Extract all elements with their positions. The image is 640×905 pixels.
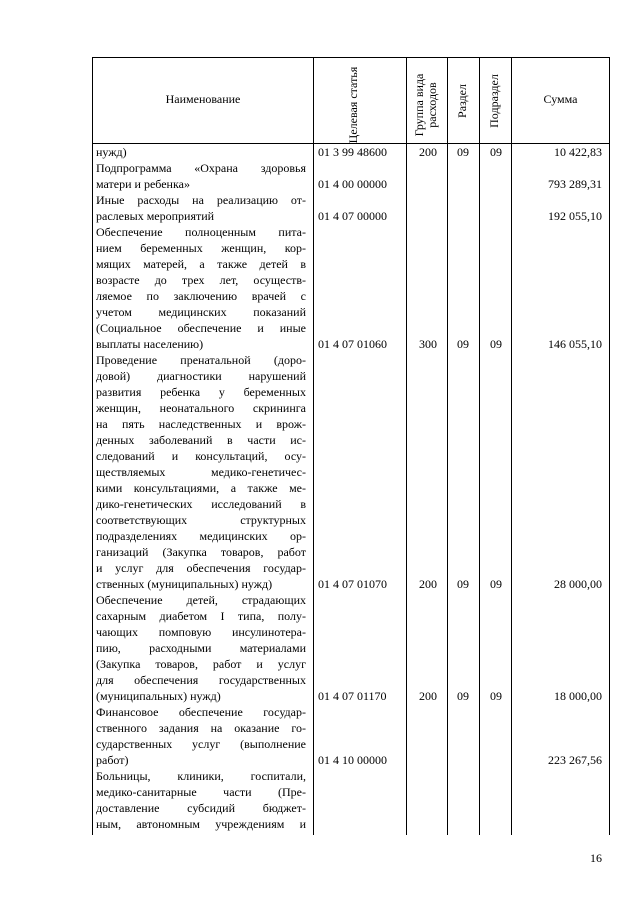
description-line: женщин, неонатального скрининга [96, 401, 306, 415]
row-code: 01 3 99 48600 [318, 145, 387, 159]
description-line: доставление субсидий бюджет- [96, 801, 306, 815]
row-code: 01 4 07 01060 [318, 337, 387, 351]
col-border-subsection [511, 57, 512, 835]
description-line: сударственных услуг (выполнение [96, 737, 306, 751]
row-section: 09 [457, 145, 469, 159]
header-expense-group: Группа вида расходов [412, 73, 439, 137]
description-line: Обеспечение полноценным пита- [96, 225, 306, 239]
row-section: 09 [457, 577, 469, 591]
row-subsection: 09 [490, 689, 502, 703]
header-section: Раздел [455, 84, 469, 118]
row-expense-group: 200 [419, 145, 437, 159]
description-line: Иные расходы на реализацию от- [96, 193, 306, 207]
row-section: 09 [457, 337, 469, 351]
row-code: 01 4 10 00000 [318, 753, 387, 767]
description-line: (Социальное обеспечение и иные [96, 321, 306, 335]
description-line: чающих помповую инсулинотера- [96, 625, 306, 639]
description-line: выплаты населению) [96, 337, 204, 351]
description-line: ганизаций (Закупка товаров, работ [96, 545, 306, 559]
header-amount: Сумма [543, 92, 578, 106]
description-line: нужд) [96, 145, 127, 159]
description-line: ственного задания на оказание го- [96, 721, 306, 735]
row-amount: 146 055,10 [548, 337, 602, 351]
description-line: Подпрограмма «Охрана здоровья [96, 161, 306, 175]
row-expense-group: 200 [419, 577, 437, 591]
col-border-right [609, 57, 610, 835]
description-line: ществляемых медико-генетичес- [96, 465, 306, 479]
description-line: Проведение пренатальной (доро- [96, 353, 306, 367]
header-name: Наименование [165, 92, 241, 106]
description-line: соответствующих структурных [96, 513, 306, 527]
description-line: работ) [96, 753, 129, 767]
description-line: ляемое по заключению врачей с [96, 289, 306, 303]
col-border-group [447, 57, 448, 835]
description-line: мящих матерей, а также детей в [96, 257, 306, 271]
description-column [96, 144, 306, 832]
description-line: медико-санитарные части (Пре- [96, 785, 306, 799]
description-line: развития ребенка у беременных [96, 385, 306, 399]
row-amount: 10 422,83 [554, 145, 602, 159]
col-border-target [406, 57, 407, 835]
row-subsection: 09 [490, 577, 502, 591]
description-line: и услуг для обеспечения государ- [96, 561, 306, 575]
row-subsection: 09 [490, 145, 502, 159]
row-expense-group: 200 [419, 689, 437, 703]
description-line: денных заболеваний в части ис- [96, 433, 306, 447]
description-line: пию, расходными материалами [96, 641, 306, 655]
description-line: (муниципальных) нужд) [96, 689, 221, 703]
col-border-left [92, 57, 93, 835]
row-code: 01 4 00 00000 [318, 177, 387, 191]
description-line: ственных (муниципальных) нужд) [96, 577, 273, 591]
description-line: дико-генетических исследований в [96, 497, 306, 511]
description-line: раслевых мероприятий [96, 209, 215, 223]
description-line: для обеспечения государственных [96, 673, 306, 687]
description-line: кими консультациями, а также ме- [96, 481, 306, 495]
row-amount: 192 055,10 [548, 209, 602, 223]
row-code: 01 4 07 01070 [318, 577, 387, 591]
col-border-name [313, 57, 314, 835]
row-section: 09 [457, 689, 469, 703]
row-code: 01 4 07 00000 [318, 209, 387, 223]
header-target: Целевая статья [346, 66, 360, 144]
col-border-section [479, 57, 480, 835]
header-subsection: Подраздел [487, 74, 501, 128]
description-line: сахарным диабетом I типа, полу- [96, 609, 306, 623]
description-line: следований и консультаций, осу- [96, 449, 306, 463]
row-subsection: 09 [490, 337, 502, 351]
description-line: возрасте до трех лет, осуществ- [96, 273, 306, 287]
row-amount: 793 289,31 [548, 177, 602, 191]
row-expense-group: 300 [419, 337, 437, 351]
row-amount: 18 000,00 [554, 689, 602, 703]
row-code: 01 4 07 01170 [318, 689, 387, 703]
description-line: на пять наследственных и врож- [96, 417, 306, 431]
description-line: нием беременных женщин, кор- [96, 241, 306, 255]
description-line: матери и ребенка» [96, 177, 190, 191]
description-line: довой) диагностики нарушений [96, 369, 306, 383]
row-amount: 223 267,56 [548, 753, 602, 767]
description-line: Финансовое обеспечение государ- [96, 705, 306, 719]
page-number: 16 [590, 851, 602, 865]
description-line: учетом медицинских показаний [96, 305, 306, 319]
description-line: подразделениях медицинских ор- [96, 529, 306, 543]
description-line: Обеспечение детей, страдающих [96, 593, 306, 607]
description-line: (Закупка товаров, работ и услуг [96, 657, 306, 671]
row-amount: 28 000,00 [554, 577, 602, 591]
description-line: ным, автономным учреждениям и [96, 817, 306, 831]
description-line: Больницы, клиники, госпитали, [96, 769, 306, 783]
